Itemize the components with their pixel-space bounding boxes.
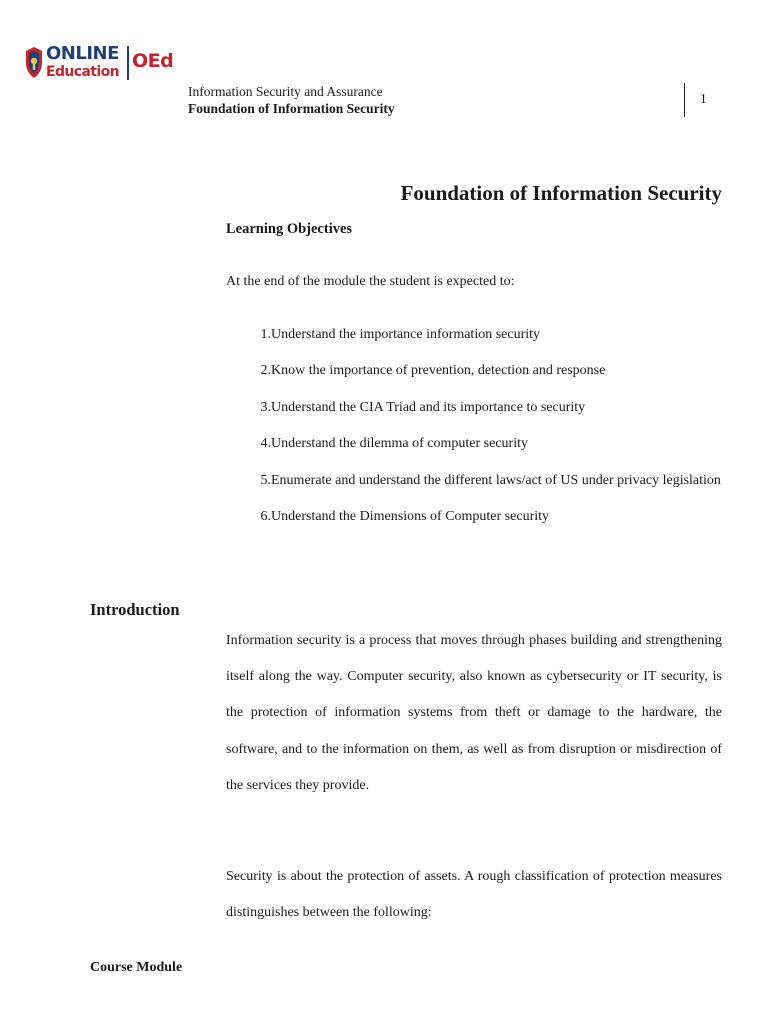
list-item-text: Understand the importance information security [271,327,541,342]
module-title: Foundation of Information Security [188,101,395,116]
logo-divider [127,46,129,80]
shield-crest-icon [24,46,44,80]
security-paragraph: Security is about the protection of assets. A rough classification of protection measures distinguishes between the following: [226,869,722,921]
list-item [226,463,722,499]
list-item-number: 1. [260,327,271,342]
logo-online-text: ONLINE [46,43,119,64]
objectives-list [226,317,722,535]
list-item-number: 5. [260,472,271,488]
learning-objectives-heading: Learning Objectives [226,221,353,237]
list-item-number: 4. [260,436,271,452]
running-head [188,83,395,117]
list-item-text: Enumerate and understand the different laws/act of US under privacy legislation [271,472,721,488]
course-title: Information Security and Assurance [188,84,383,99]
list-item [226,390,722,426]
list-item-number: 2. [260,363,271,379]
list-item-text: Know the importance of prevention, detection and response [271,363,606,379]
introduction-paragraph: Information security is a process that moves through phases building and strengthening itself along the way. Computer security, also known as cybersecurity or IT security, is the protection of information systems from theft or damage to the hardware, the software, and to the information on them, as well as from disruption or misdirection of the services they provide. [226,633,722,793]
list-item [226,353,722,389]
objectives-intro: At the end of the module the student is expected to: [226,274,515,289]
list-item-text: Understand the dilemma of computer security [271,436,528,452]
logo-oed-text: OEd [132,50,174,72]
course-module-label: Course Module [90,960,183,975]
list-item-number: 3. [260,399,271,415]
list-item-text: Understand the Dimensions of Computer security [271,509,550,525]
header-rule [684,83,685,117]
list-item [226,426,722,462]
document-title: Foundation of Information Security [400,181,722,205]
list-item [226,317,722,353]
list-item-text: Understand the CIA Triad and its importance to security [271,399,586,415]
list-item [226,499,722,535]
list-item-number: 6. [260,509,271,525]
oed-logo [24,44,174,84]
logo-education-text: Education [46,64,119,80]
page-number: 1 [700,91,707,106]
introduction-heading: Introduction [90,600,180,619]
